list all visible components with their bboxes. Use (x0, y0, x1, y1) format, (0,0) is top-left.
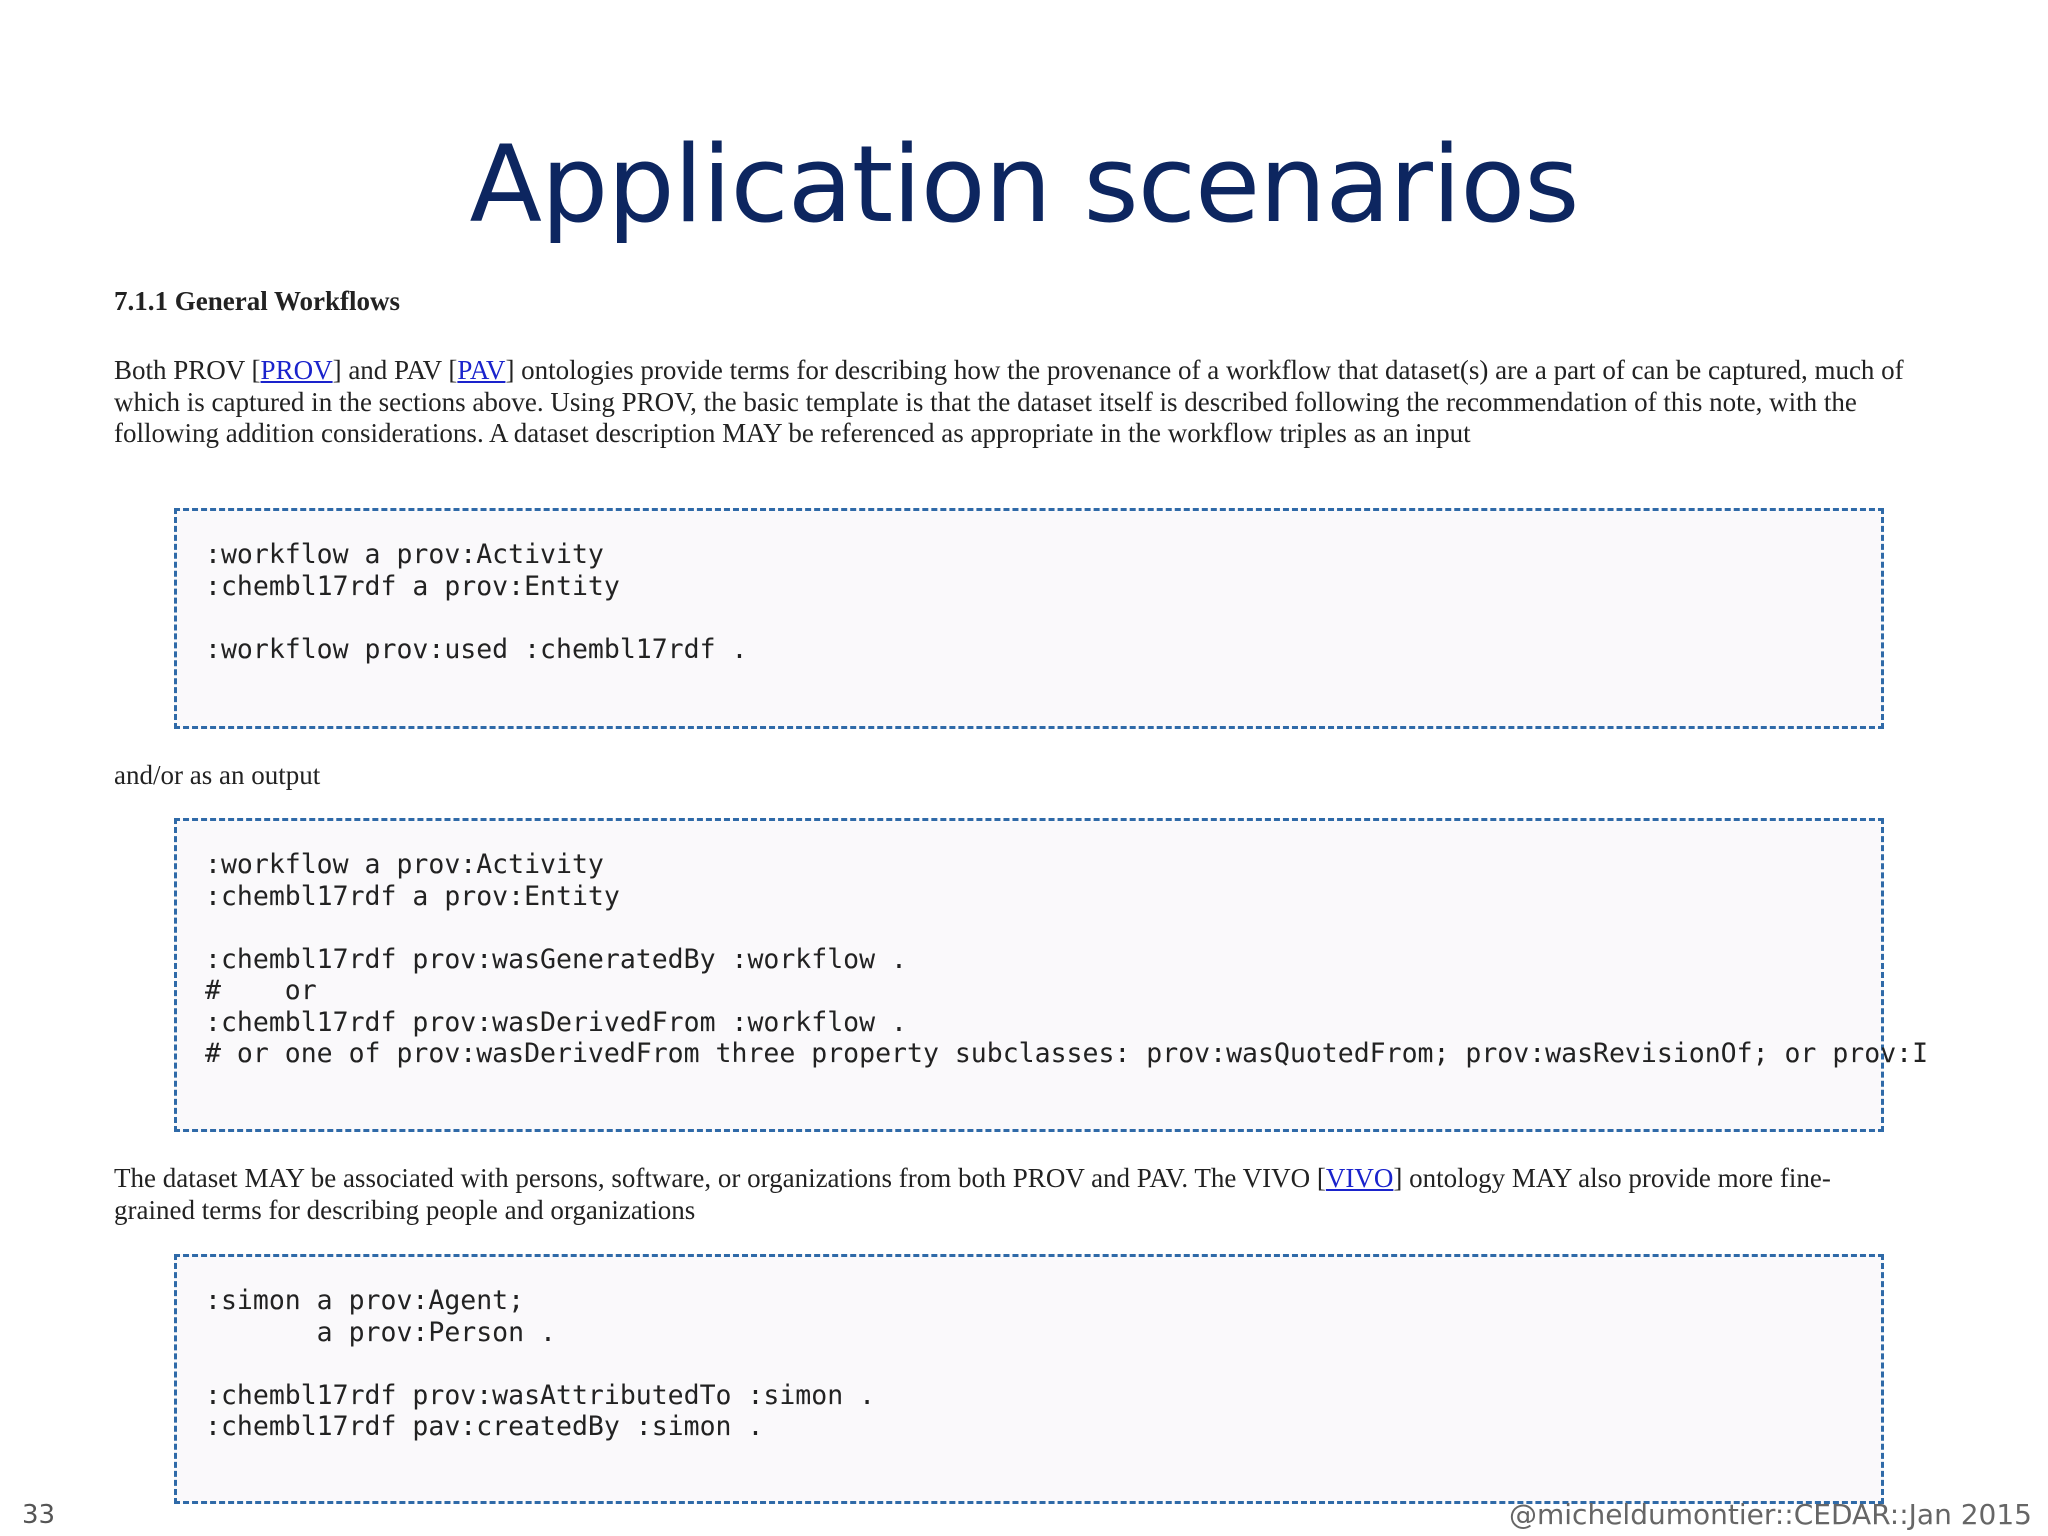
code-line: :chembl17rdf pav:createdBy :simon . (205, 1411, 764, 1442)
code-line: a prov:Person . (205, 1316, 556, 1348)
slide-title: Application scenarios (469, 123, 1579, 246)
code-line: :simon a prov:Agent; (205, 1285, 525, 1316)
code-block-agents (174, 1254, 1884, 1504)
code-line: :chembl17rdf prov:wasDerivedFrom :workflow . (205, 1006, 907, 1038)
code-line: :workflow a prov:Activity (205, 539, 604, 570)
code-line: :workflow a prov:Activity (205, 849, 604, 880)
output-paragraph: and/or as an output (114, 760, 321, 790)
code-line: # or (205, 975, 317, 1006)
intro-text-1: Both PROV [ (114, 355, 261, 385)
pav-link[interactable]: PAV (457, 355, 506, 385)
slide-number: 33 (22, 1500, 56, 1530)
section-heading: 7.1.1 General Workflows (114, 286, 400, 316)
code-line: :chembl17rdf prov:wasGeneratedBy :workflow . (205, 943, 907, 975)
intro-paragraph (114, 355, 1904, 450)
code-block-output (174, 818, 1929, 1132)
intro-text-3: ] ontologies provide terms for describing how the provenance of a workflow that dataset(s) are a part of can be captured, much of which is captured in the sections above. Using PROV, the basic template is that the dataset itself is described following the recommendation of this note, with the following addition considerations. A dataset description MAY be referenced as appropriate in the workflow triples as an input (114, 355, 1904, 448)
prov-link[interactable]: PROV (260, 355, 333, 385)
vivo-link[interactable]: VIVO (1325, 1163, 1394, 1193)
code-line (205, 602, 1881, 634)
agents-text-2: ] ontology MAY also provide more fine-grained terms for describing people and organizations (114, 1163, 1831, 1225)
code-line: :chembl17rdf prov:wasAttributedTo :simon . (205, 1379, 876, 1411)
agents-text-1: The dataset MAY be associated with persons, software, or organizations from both PROV and PAV. The VIVO [ (114, 1163, 1326, 1193)
code-line (205, 1348, 1881, 1380)
footer-credit: @micheldumontier::CEDAR::Jan 2015 (1509, 1498, 2032, 1530)
code-line (205, 912, 1881, 944)
code-line: :workflow prov:used :chembl17rdf . (205, 633, 748, 665)
code-line: :chembl17rdf a prov:Entity (205, 880, 620, 912)
agents-paragraph (114, 1163, 1904, 1226)
code-line: # or one of prov:wasDerivedFrom three property subclasses: prov:wasQuotedFrom; prov:wasRevisionOf; or prov:I (205, 1038, 1929, 1069)
code-line: :chembl17rdf a prov:Entity (205, 570, 620, 602)
intro-text-2: ] and PAV [ (332, 355, 458, 385)
code-block-input (174, 508, 1884, 729)
